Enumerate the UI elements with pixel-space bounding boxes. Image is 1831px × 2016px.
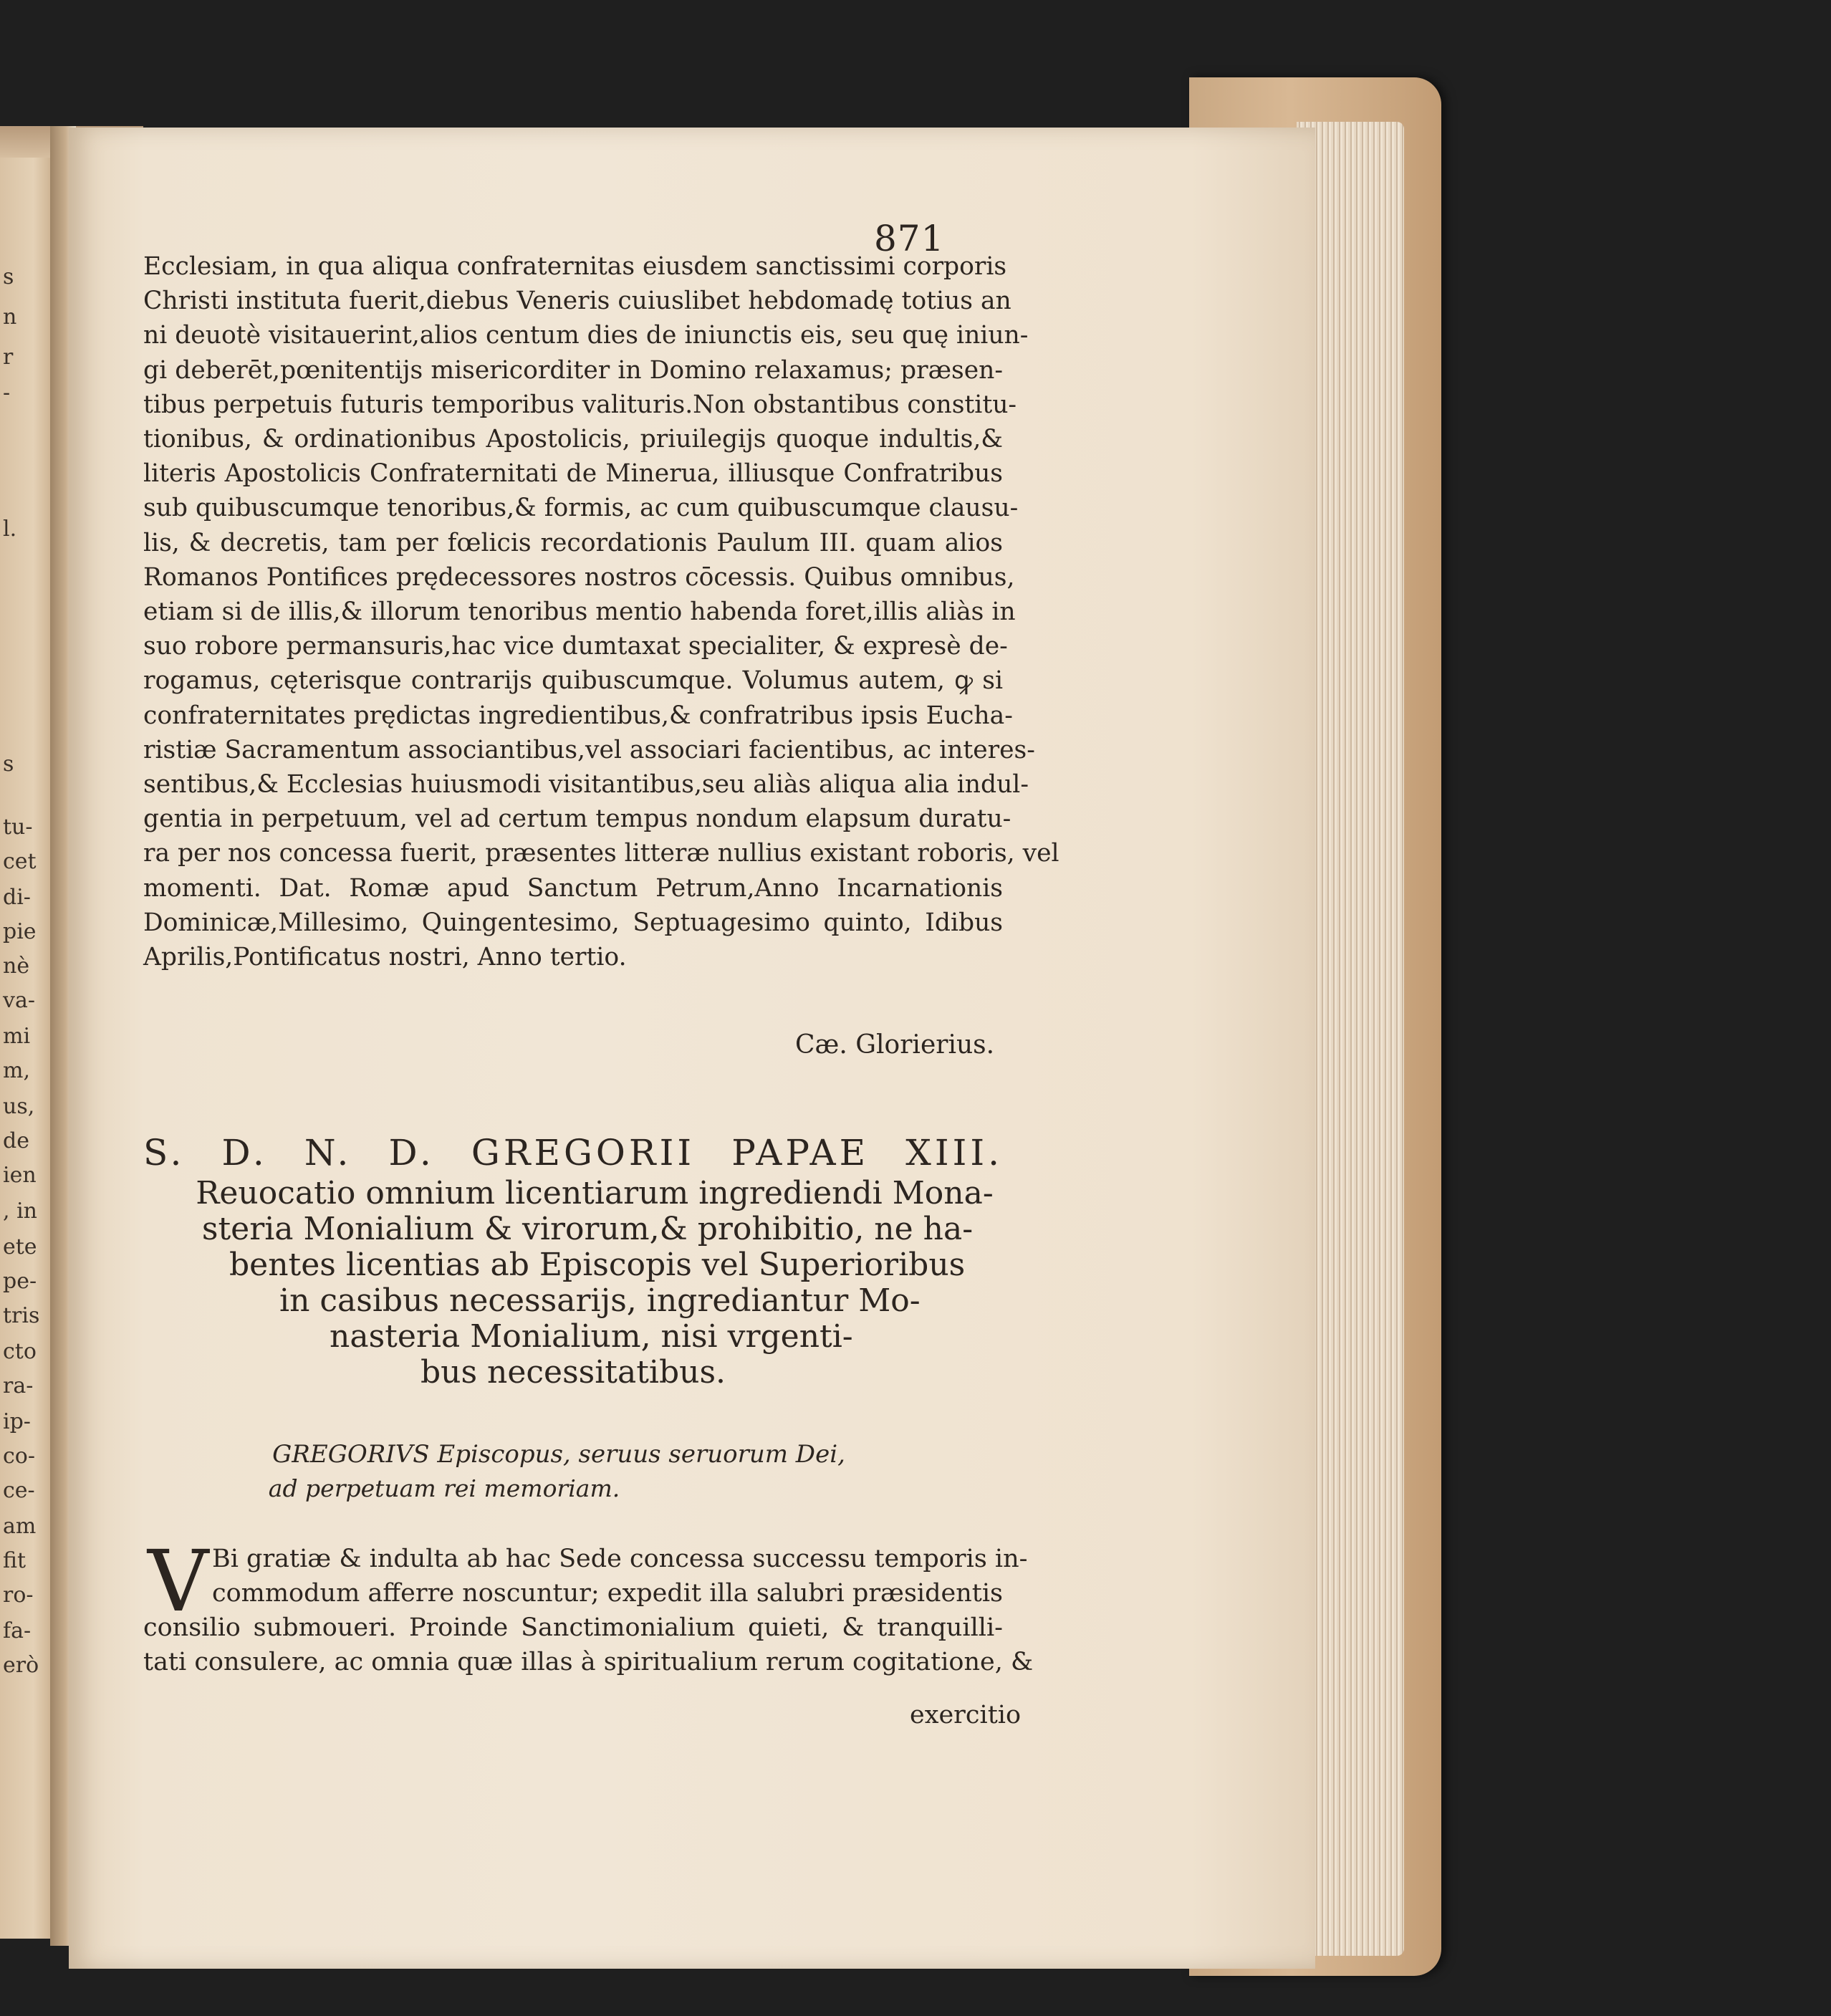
text-line: momenti. Dat. Romæ apud Sanctum Petrum,Anno Incarnationis: [143, 873, 1003, 903]
drop-cap: V: [148, 1532, 209, 1631]
signature: Cæ. Glorierius.: [795, 1030, 995, 1060]
text-line: Romanos Pontifices prędecessores nostros cōcessis. Quibus omnibus,: [143, 562, 1015, 592]
margin-fragment: ra-: [3, 1373, 34, 1398]
text-line: confraternitates prędictas ingredientibus,& confratribus ipsis Eucha-: [143, 701, 1013, 730]
margin-fragment: ip-: [3, 1409, 31, 1434]
text-line: ra per nos concessa fuerit, præsentes litteræ nullius existant roboris, vel: [143, 839, 1059, 868]
text-line: tionibus, & ordinationibus Apostolicis, priuilegijs quoque indultis,&: [143, 425, 1003, 453]
margin-fragment: va-: [3, 988, 35, 1013]
text-line: literis Apostolicis Confraternitati de Minerua, illiusque Confratribus: [143, 459, 1003, 489]
text-line: lis, & decretis, tam per fœlicis recordationis Paulum III. quam alios: [143, 528, 1003, 557]
margin-fragment: us,: [3, 1094, 35, 1119]
subtitle-line: in casibus necessarijs, ingrediantur Mo-: [279, 1282, 921, 1319]
margin-fragment: cet: [3, 849, 37, 874]
margin-fragment: s: [3, 752, 14, 777]
margin-fragment: pe-: [3, 1269, 37, 1294]
margin-fragment: erò: [3, 1653, 39, 1678]
margin-fragment: s: [3, 264, 14, 289]
margin-fragment: n: [3, 304, 17, 330]
margin-fragment: di-: [3, 885, 31, 910]
text-line: Aprilis,Pontificatus nostri, Anno tertio.: [143, 943, 627, 971]
bull-heading: S. D. N. D. GREGORII PAPAE XIII.: [143, 1132, 1003, 1173]
text-line: sub quibuscumque tenoribus,& formis, ac cum quibuscumque clausu-: [143, 494, 1019, 523]
margin-fragment: tris: [3, 1303, 40, 1328]
margin-fragment: ien: [3, 1163, 37, 1188]
page-number: 871: [874, 218, 945, 259]
text-line: etiam si de illis,& illorum tenoribus mentio habenda foret,illis aliàs in: [143, 597, 1016, 626]
margin-fragment: co-: [3, 1444, 35, 1469]
intro-line: consilio submoueri. Proinde Sanctimonialium quieti, & tranquilli-: [143, 1613, 1003, 1642]
subtitle-line: Reuocatio omnium licentiarum ingrediendi Mona-: [196, 1175, 994, 1211]
intro-line: Bi gratiæ & indulta ab hac Sede concessa successu temporis in-: [212, 1545, 1028, 1573]
margin-fragment: ete: [3, 1234, 37, 1259]
subtitle-line: nasteria Monialium, nisi vrgenti-: [330, 1318, 853, 1355]
intro-line: commodum afferre noscuntur; expedit illa salubri præsidentis: [212, 1579, 1003, 1608]
subtitle-line: bentes licentias ab Episcopis vel Superioribus: [229, 1247, 966, 1283]
text-line: ni deuotè visitauerint,alios centum dies de iniunctis eis, seu quę iniun-: [143, 321, 1029, 350]
margin-fragment: r: [3, 345, 14, 370]
text-line: Christi instituta fuerit,diebus Veneris cuiuslibet hebdomadę totius an: [143, 287, 1011, 316]
subtitle-line: steria Monialium & virorum,& prohibitio, ne ha-: [201, 1211, 974, 1247]
margin-fragment: -: [3, 380, 11, 405]
salutation-line: ad perpetuam rei memoriam.: [268, 1474, 620, 1502]
text-line: tibus perpetuis futuris temporibus valituris.Non obstantibus constitu-: [143, 390, 1017, 419]
margin-fragment: fa-: [3, 1618, 32, 1643]
margin-fragment: , in: [3, 1199, 37, 1224]
margin-fragment: mi: [3, 1024, 31, 1049]
catchword: exercitio: [910, 1701, 1022, 1729]
margin-fragment: l.: [3, 517, 17, 542]
margin-fragment: m,: [3, 1058, 30, 1083]
intro-line: tati consulere, ac omnia quæ illas à spiritualium rerum cogitatione, &: [143, 1648, 1034, 1676]
margin-fragment: ce-: [3, 1478, 35, 1503]
margin-fragment: de: [3, 1128, 29, 1153]
text-line: ristiæ Sacramentum associantibus,vel associari facientibus, ac interes-: [143, 735, 1035, 764]
margin-fragment: tu-: [3, 815, 33, 840]
salutation-line: GREGORIVS Episcopus, seruus seruorum Dei,: [272, 1440, 845, 1469]
text-line: gi deberēt,pœnitentijs misericorditer in Domino relaxamus; præsen-: [143, 355, 1003, 385]
margin-fragment: ro-: [3, 1583, 34, 1608]
margin-fragment: pie: [3, 919, 37, 944]
margin-fragment: nè: [3, 954, 30, 979]
text-line: rogamus, cęterisque contrarijs quibuscumque. Volumus autem, ꝙ si: [143, 666, 1003, 696]
margin-fragment: am: [3, 1514, 37, 1539]
margin-fragment: fit: [3, 1548, 27, 1573]
text-line: Dominicæ,Millesimo, Quingentesimo, Septuagesimo quinto, Idibus: [143, 908, 1003, 937]
subtitle-line: bus necessitatibus.: [420, 1354, 726, 1391]
margin-fragment: cto: [3, 1339, 37, 1364]
text-line: Ecclesiam, in qua aliqua confraternitas eiusdem sanctissimi corporis: [143, 252, 1007, 281]
text-line: suo robore permansuris,hac vice dumtaxat specialiter, & expresè de-: [143, 632, 1008, 661]
text-line: sentibus,& Ecclesias huiusmodi visitantibus,seu aliàs aliqua alia indul-: [143, 770, 1029, 799]
text-line: gentia in perpetuum, vel ad certum tempus nondum elapsum duratu-: [143, 805, 1011, 834]
